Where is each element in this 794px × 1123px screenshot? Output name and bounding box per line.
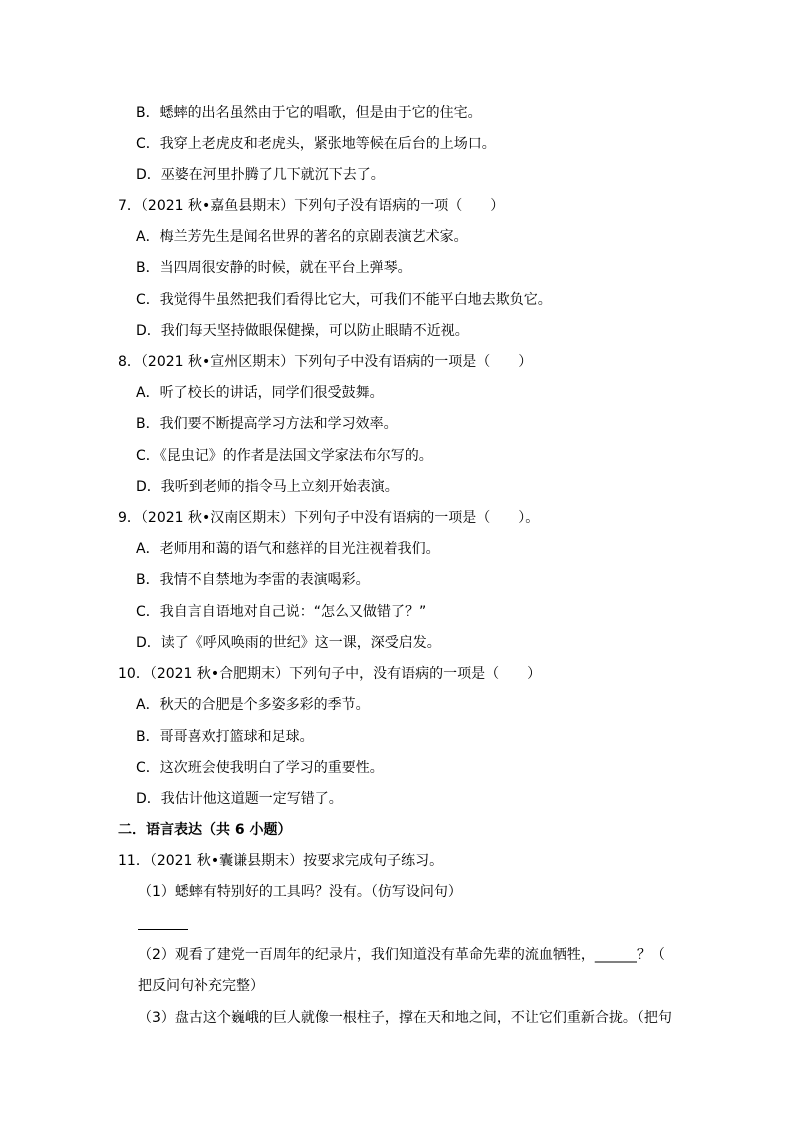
option-line: C．这次班会使我明白了学习的重要性。: [136, 760, 384, 776]
option-line: D．读了《呼风唤雨的世纪》这一课，深受启发。: [136, 635, 441, 651]
option-line: A．梅兰芳先生是闻名世界的著名的京剧表演艺术家。: [136, 229, 468, 245]
option-line: C．《昆虫记》的作者是法国文学家法布尔写的。: [136, 448, 433, 464]
sub-question-2-continued: 把反问句补充完整）: [138, 978, 264, 994]
option-line: B．我情不自禁地为李雷的表演喝彩。: [136, 572, 370, 588]
option-line: C．我穿上老虎皮和老虎头，紧张地等候在后台的上场口。: [136, 136, 496, 152]
option-line: B．哥哥喜欢打篮球和足球。: [136, 729, 314, 745]
section-heading: 二．语言表达（共 6 小题）: [118, 822, 292, 838]
option-line: B．当四周很安静的时候，就在平台上弹琴。: [136, 260, 412, 276]
option-line: A．老师用和蔼的语气和慈祥的目光注视着我们。: [136, 541, 440, 557]
question-8: 8．（2021 秋•宣州区期末）下列句子中没有语病的一项是（ ）: [118, 354, 533, 370]
option-line: D．巫婆在河里扑腾了几下就沉下去了。: [136, 167, 385, 183]
answer-blank[interactable]: [138, 929, 188, 930]
question-10: 10．（2021 秋•合肥期末）下列句子中，没有语病的一项是（ ）: [118, 666, 542, 682]
option-line: B．我们要不断提高学习方法和学习效率。: [136, 416, 398, 432]
question-7: 7．（2021 秋•嘉鱼县期末）下列句子没有语病的一项（ ）: [118, 198, 505, 214]
question-9: 9．（2021 秋•汉南区期末）下列句子中没有语病的一项是（ ）。: [118, 510, 540, 526]
option-line: C．我自言自语地对自己说：“怎么又做错了？”: [136, 604, 427, 620]
option-line: D．我们每天坚持做眼保健操，可以防止眼睛不近视。: [136, 323, 469, 339]
option-line: D．我听到老师的指令马上立刻开始表演。: [136, 479, 399, 495]
option-line: C．我觉得牛虽然把我们看得比它大，可我们不能平白地去欺负它。: [136, 292, 552, 308]
sub-question-1: （1）蟋蟀有特别好的工具吗？没有。（仿写设问句）: [138, 884, 462, 900]
sub-question-2: （2）观看了建党一百周年的纪录片，我们知道没有革命先辈的流血牺牲，______？（: [138, 947, 665, 963]
option-line: D．我估计他这道题一定写错了。: [136, 791, 343, 807]
option-line: A．秋天的合肥是个多姿多彩的季节。: [136, 697, 370, 713]
option-line: B．蟋蟀的出名虽然由于它的唱歌，但是由于它的住宅。: [136, 105, 482, 121]
question-11: 11．（2021 秋•囊谦县期末）按要求完成句子练习。: [118, 853, 444, 869]
option-line: A．听了校长的讲话，同学们很受鼓舞。: [136, 385, 384, 401]
sub-question-3: （3）盘古这个巍峨的巨人就像一根柱子，撑在天和地之间，不让它们重新合拢。（把句: [138, 1010, 672, 1026]
